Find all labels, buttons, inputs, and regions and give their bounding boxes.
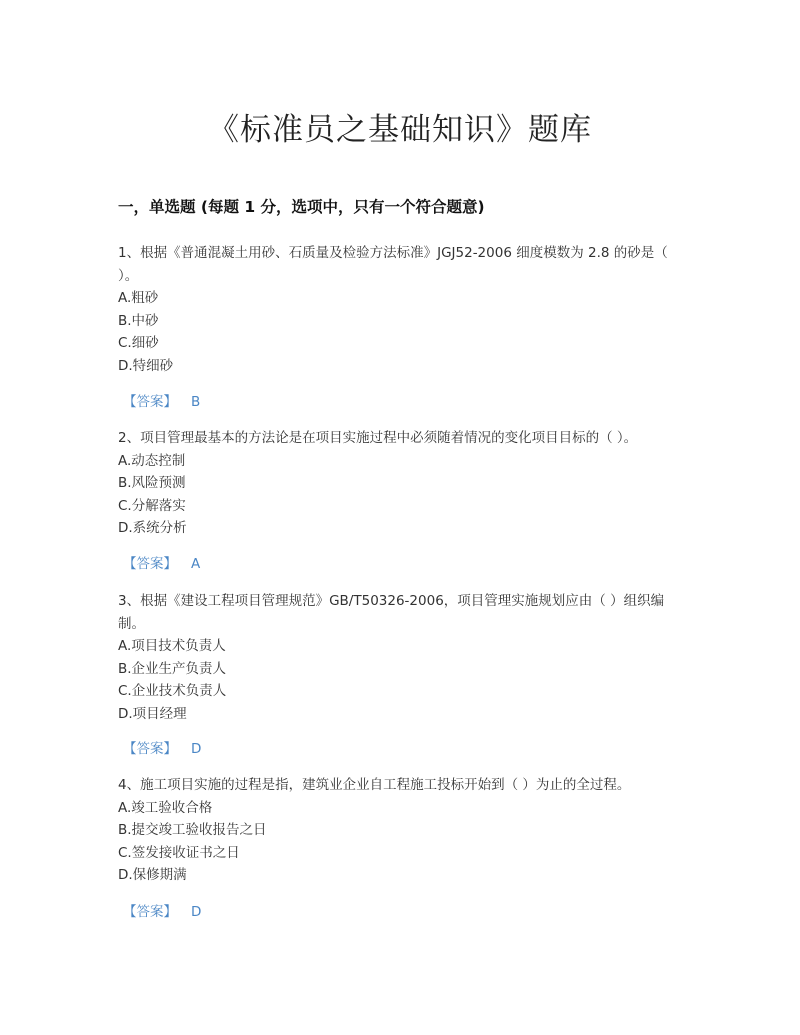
- option-d: D.系统分析: [118, 520, 187, 536]
- option-b: B.提交竣工验收报告之日: [118, 822, 267, 838]
- answer-3: [123, 738, 201, 760]
- option-d: D.保修期满: [118, 867, 187, 883]
- option-c: C.分解落实: [118, 497, 186, 514]
- option-c: C.细砂: [118, 335, 159, 351]
- answer-label: 【答案】: [123, 741, 177, 757]
- option-a: A.粗砂: [118, 290, 159, 306]
- option-b: B.中砂: [118, 312, 159, 329]
- answer-1: [123, 391, 200, 413]
- answer-label: 【答案】: [123, 394, 177, 410]
- option-a: A.竣工验收合格: [118, 799, 213, 816]
- answer-4: [123, 901, 201, 923]
- question-stem: 4、施工项目实施的过程是指，建筑业企业自工程施工投标开始到（ ）为止的全过程。: [118, 777, 631, 793]
- question-1: [118, 242, 686, 377]
- option-a: A.动态控制: [118, 452, 186, 469]
- question-4: [118, 774, 686, 887]
- question-3: [118, 590, 686, 725]
- option-d: D.项目经理: [118, 705, 187, 722]
- question-2: [118, 427, 686, 540]
- question-stem: 1、根据《普通混凝土用砂、石质量及检验方法标准》JGJ52-2006 细度模数为 2.8 的砂是（ ）。: [118, 245, 668, 284]
- section-heading: 一，单选题 (每题 1 分，选项中，只有一个符合题意): [118, 198, 485, 216]
- answer-label: 【答案】: [123, 904, 177, 920]
- answer-2: [123, 553, 200, 575]
- option-b: B.风险预测: [118, 475, 186, 491]
- page-title: 《标准员之基础知识》题库: [208, 112, 592, 148]
- question-stem: 2、项目管理最基本的方法论是在项目实施过程中必须随着情况的变化项目目标的（ ）。: [118, 430, 638, 446]
- option-c: C.签发接收证书之日: [118, 844, 240, 861]
- option-b: B.企业生产负责人: [118, 660, 227, 677]
- answer-value: D: [191, 741, 202, 757]
- answer-label: 【答案】: [123, 556, 177, 572]
- answer-value: B: [191, 394, 201, 410]
- question-stem: 3、根据《建设工程项目管理规范》GB/T50326-2006，项目管理实施规划应由（ ）组织编制。: [118, 593, 665, 632]
- answer-value: D: [191, 904, 202, 920]
- option-c: C.企业技术负责人: [118, 683, 227, 699]
- option-d: D.特细砂: [118, 357, 174, 374]
- answer-value: A: [191, 556, 201, 572]
- option-a: A.项目技术负责人: [118, 638, 226, 654]
